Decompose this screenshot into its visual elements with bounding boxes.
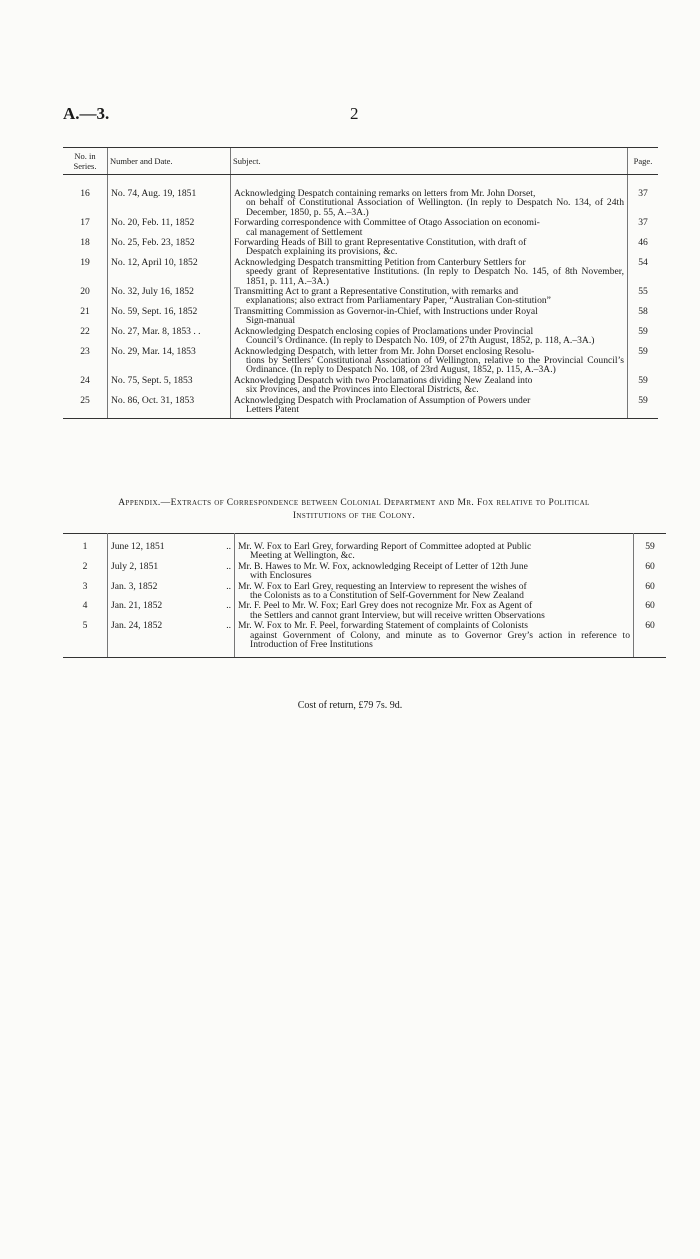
number-and-date: No. 27, Mar. 8, 1853 . . [108, 326, 231, 346]
appendix-page-ref: 60 [634, 561, 667, 581]
table-row [63, 395, 658, 419]
appendix-heading-line2: Institutions of the Colony. [292, 511, 416, 521]
series-number: 24 [80, 374, 90, 386]
table-row [63, 534, 666, 561]
page-ref: 55 [628, 286, 659, 306]
table-row [63, 306, 658, 326]
subject [231, 306, 628, 326]
appendix-page-ref: 60 [634, 620, 667, 658]
page-ref: 37 [628, 217, 659, 237]
subject-text: Mr. B. Hawes to Mr. W. Fox, acknowledging Receipt of Letter of 12th June [238, 560, 528, 572]
appendix-heading [63, 497, 645, 523]
series-number: 16 [80, 188, 90, 199]
number-and-date: No. 32, July 16, 1852 [108, 286, 231, 306]
series-number: 20 [80, 286, 90, 298]
appendix-subject [235, 561, 634, 581]
col-header-page: Page. [628, 148, 659, 175]
appendix-page-ref: 60 [634, 600, 667, 620]
appendix-table [63, 533, 666, 658]
table-row [63, 346, 658, 375]
series-number: 25 [63, 395, 108, 419]
appendix-number: 1 [82, 541, 88, 552]
appendix-subject [235, 581, 634, 601]
table-row [63, 175, 658, 218]
series-number: 18 [80, 237, 90, 249]
appendix-date: July 2, 1851 [108, 561, 221, 581]
appendix-subject [235, 600, 634, 620]
appendix-table-body [63, 534, 666, 658]
table-row [63, 620, 666, 658]
subject-continuation: Meeting at Wellington, &c. [250, 550, 355, 562]
series-number: 17 [80, 217, 90, 229]
number-and-date: No. 74, Aug. 19, 1851 [108, 175, 231, 218]
number-and-date: No. 86, Oct. 31, 1853 [108, 395, 231, 419]
appendix-subject [235, 620, 634, 658]
col-header-subject: Subject. [231, 148, 628, 175]
series-number: 22 [80, 325, 90, 337]
subject [231, 175, 628, 218]
subject [231, 346, 628, 375]
leader-dots: .. [226, 600, 231, 612]
subject [231, 395, 628, 419]
appendix-date: Jan. 3, 1852 [108, 581, 221, 601]
despatch-table-body [63, 175, 658, 419]
subject [231, 286, 628, 306]
subject-text: Mr. W. Fox to Earl Grey, requesting an Interview to represent the wishes of [238, 580, 527, 592]
subject-text: Forwarding correspondence with Committee of Otago Association on economi- [234, 217, 540, 229]
number-and-date: No. 75, Sept. 5, 1853 [108, 375, 231, 395]
appendix-heading-line1: Appendix.—Extracts of Correspondence between Colonial Department and Mr. Fox relative to Political [118, 498, 590, 508]
leader-dots: .. [226, 580, 231, 592]
col-header-number-date: Number and Date. [108, 148, 231, 175]
subject [231, 375, 628, 395]
col-header-series: No. in Series. [63, 148, 108, 175]
subject [231, 217, 628, 237]
subject-text: Acknowledging Despatch containing remarks on letters from Mr. John Dorset, [234, 188, 536, 199]
appendix-date: June 12, 1851 [108, 534, 221, 561]
table-header-row [63, 148, 658, 175]
number-and-date: No. 12, April 10, 1852 [108, 257, 231, 286]
subject-text: Transmitting Act to grant a Representative Constitution, with remarks and [234, 286, 519, 298]
page-ref: 54 [628, 257, 659, 286]
subject-continuation: Despatch explaining its provisions, &c. [246, 246, 398, 258]
table-row [63, 375, 658, 395]
document-reference: A.—3. [63, 104, 110, 123]
subject-continuation: Council’s Ordinance. (In reply to Despatch No. 109, of 27th August, 1852, p. 118, A.–3A.) [246, 335, 595, 347]
subject-continuation: Sign-manual [246, 315, 296, 327]
subject [231, 257, 628, 286]
page-ref: 46 [628, 237, 659, 257]
subject-continuation: cal management of Settlement [246, 226, 363, 238]
series-number: 19 [80, 256, 90, 268]
appendix-page-ref: 59 [634, 534, 667, 561]
appendix-number: 4 [82, 600, 88, 612]
appendix-subject [235, 534, 634, 561]
subject-text: Acknowledging Despatch enclosing copies of Proclamations under Provincial [234, 325, 534, 337]
subject-continuation: speedy grant of Representative Institutions. (In reply to Despatch No. 145, of 8th November, 1851, p. 111, A.–3A.) [246, 266, 624, 287]
page-ref: 59 [628, 346, 659, 375]
subject [231, 326, 628, 346]
subject-continuation: the Colonists as to a Constitution of Self-Government for New Zealand [250, 590, 524, 602]
series-number: 21 [80, 305, 90, 317]
appendix-number: 5 [63, 620, 108, 658]
table-row [63, 217, 658, 237]
number-and-date: No. 29, Mar. 14, 1853 [108, 346, 231, 375]
subject-text: Mr. W. Fox to Earl Grey, forwarding Report of Committee adopted at Public [238, 541, 532, 552]
subject-continuation: tions by Settlers’ Constitutional Association of Wellington, relative to the Provincial Council’s Ordinance. (In reply to Despatch No. 108, of 23rd August, 1852, p. 115, A.–3A.) [246, 354, 624, 376]
table-row [63, 600, 666, 620]
number-and-date: No. 20, Feb. 11, 1852 [108, 217, 231, 237]
subject [231, 237, 628, 257]
table-row [63, 257, 658, 286]
subject-continuation: the Settlers and cannot grant Interview, but will receive written Observations [250, 609, 545, 621]
page-ref: 37 [628, 175, 659, 218]
subject-text: Acknowledging Despatch with two Proclamations dividing New Zealand into [234, 374, 533, 386]
subject-continuation: six Provinces, and the Provinces into Electoral Districts, &c. [246, 384, 479, 396]
subject-continuation: on behalf of Constitutional Association of Wellington. (In reply to Despatch No. 134, of 24th December, 1850, p. 55, A.–3A.) [246, 197, 624, 218]
page-ref: 59 [628, 375, 659, 395]
table-row [63, 561, 666, 581]
cost-of-return: Cost of return, £79 7s. 9d. [297, 700, 403, 711]
appendix-page-ref: 60 [634, 581, 667, 601]
leader-dots: .. [226, 560, 231, 572]
subject-text: Transmitting Commission as Governor-in-Chief, with Instructions under Royal [234, 305, 538, 317]
despatch-table [63, 147, 658, 419]
table-row [63, 326, 658, 346]
page-number: 2 [350, 104, 359, 123]
table-row [63, 237, 658, 257]
page-ref: 58 [628, 306, 659, 326]
page-ref: 59 [628, 395, 659, 419]
number-and-date: No. 59, Sept. 16, 1852 [108, 306, 231, 326]
number-and-date: No. 25, Feb. 23, 1852 [108, 237, 231, 257]
subject-text: Forwarding Heads of Bill to grant Representative Constitution, with draft of [234, 237, 527, 249]
appendix-number: 2 [82, 560, 88, 572]
series-number: 23 [80, 345, 90, 357]
subject-continuation: with Enclosures [250, 570, 312, 582]
appendix-number: 3 [82, 580, 88, 592]
page-ref: 59 [628, 326, 659, 346]
subject-text: Mr. F. Peel to Mr. W. Fox; Earl Grey does not recognize Mr. Fox as Agent of [238, 600, 533, 612]
appendix-date: Jan. 21, 1852 [108, 600, 221, 620]
subject-text: Mr. W. Fox to Mr. F. Peel, forwarding Statement of complaints of Colonists [238, 620, 528, 632]
subject-text: Acknowledging Despatch with Proclamation of Assumption of Powers under [234, 394, 531, 406]
leader-dots: .. [220, 620, 235, 658]
subject-continuation: explanations; also extract from Parliamentary Paper, “Australian Con-stitution” [246, 295, 551, 307]
subject-continuation: against Government of Colony, and minute as to Governor Grey’s action in reference to Introduction of Free Institutions [250, 629, 630, 651]
leader-dots: .. [226, 541, 231, 552]
subject-text: Acknowledging Despatch, with letter from Mr. John Dorset enclosing Resolu- [234, 345, 535, 357]
appendix-date: Jan. 24, 1852 [108, 620, 221, 658]
subject-text: Acknowledging Despatch transmitting Petition from Canterbury Settlers for [234, 256, 526, 268]
table-row [63, 581, 666, 601]
table-row [63, 286, 658, 306]
subject-continuation: Letters Patent [246, 403, 300, 415]
